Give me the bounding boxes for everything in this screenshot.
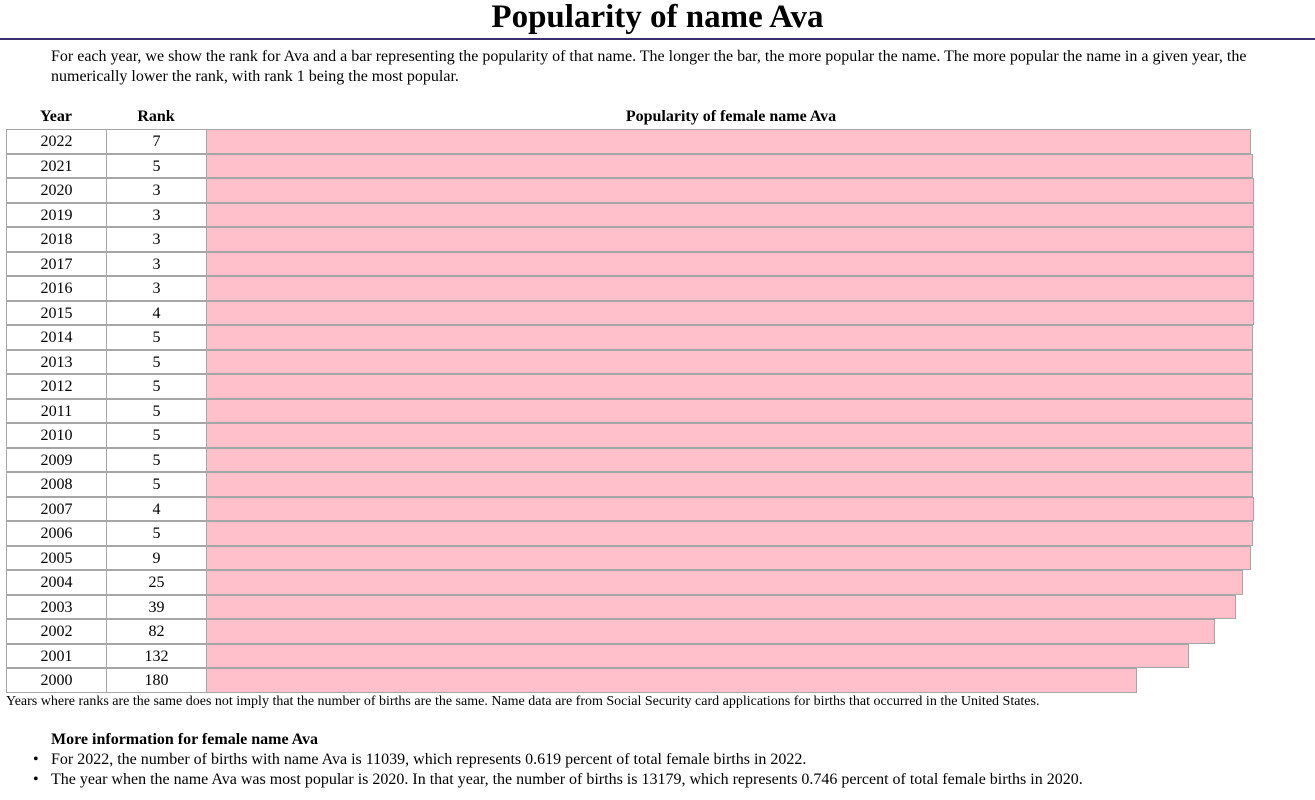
year-cell: 2019 <box>6 203 107 228</box>
table-row <box>6 129 1266 154</box>
year-cell: 2009 <box>6 448 107 473</box>
rank-cell: 5 <box>106 374 207 399</box>
popularity-bar <box>206 644 1189 669</box>
table-row <box>6 595 1266 620</box>
year-cell: 2004 <box>6 570 107 595</box>
rank-cell: 9 <box>106 546 207 571</box>
rank-cell: 5 <box>106 423 207 448</box>
popularity-column-header: Popularity of female name Ava <box>625 108 837 125</box>
popularity-bar <box>206 227 1254 252</box>
rank-cell: 25 <box>106 570 207 595</box>
table-row <box>6 399 1266 424</box>
rank-cell: 5 <box>106 521 207 546</box>
more-info-list <box>33 750 1083 790</box>
table-row <box>6 644 1266 669</box>
year-cell: 2020 <box>6 178 107 203</box>
year-cell: 2012 <box>6 374 107 399</box>
rank-cell: 3 <box>106 178 207 203</box>
rank-cell: 5 <box>106 154 207 179</box>
year-column-header: Year <box>40 108 72 125</box>
table-row <box>6 325 1266 350</box>
year-cell: 2022 <box>6 129 107 154</box>
year-cell: 2018 <box>6 227 107 252</box>
rank-column-header: Rank <box>137 108 175 125</box>
year-cell: 2016 <box>6 276 107 301</box>
table-row <box>6 521 1266 546</box>
table-row <box>6 497 1266 522</box>
rank-cell: 5 <box>106 448 207 473</box>
rank-cell: 5 <box>106 325 207 350</box>
page-title: Popularity of name Ava <box>491 0 824 35</box>
popularity-bar <box>206 521 1253 546</box>
popularity-bar <box>206 301 1254 326</box>
popularity-bar <box>206 399 1253 424</box>
bullet-icon: • <box>33 771 39 788</box>
table-row <box>6 178 1266 203</box>
popularity-bar <box>206 448 1253 473</box>
table-row <box>6 203 1266 228</box>
rank-cell: 39 <box>106 595 207 620</box>
popularity-chart <box>6 129 1266 693</box>
rank-cell: 180 <box>106 668 207 693</box>
popularity-bar <box>206 276 1254 301</box>
list-item <box>33 770 1083 790</box>
popularity-bar <box>206 423 1253 448</box>
rank-cell: 7 <box>106 129 207 154</box>
year-cell: 2014 <box>6 325 107 350</box>
rank-cell: 132 <box>106 644 207 669</box>
year-cell: 2001 <box>6 644 107 669</box>
year-cell: 2005 <box>6 546 107 571</box>
table-row <box>6 448 1266 473</box>
year-cell: 2006 <box>6 521 107 546</box>
popularity-bar <box>206 570 1243 595</box>
popularity-bar <box>206 546 1251 571</box>
table-row <box>6 350 1266 375</box>
table-row <box>6 154 1266 179</box>
popularity-bar <box>206 129 1251 154</box>
popularity-bar <box>206 350 1253 375</box>
popularity-bar <box>206 178 1254 203</box>
popularity-bar <box>206 472 1253 497</box>
table-row <box>6 252 1266 277</box>
popularity-bar <box>206 374 1253 399</box>
table-row <box>6 374 1266 399</box>
year-cell: 2017 <box>6 252 107 277</box>
table-row <box>6 546 1266 571</box>
table-row <box>6 472 1266 497</box>
year-cell: 2010 <box>6 423 107 448</box>
popularity-bar <box>206 497 1254 522</box>
year-cell: 2002 <box>6 619 107 644</box>
list-item <box>33 750 1083 770</box>
rank-cell: 5 <box>106 399 207 424</box>
more-info-title: More information for female name Ava <box>51 731 319 748</box>
popularity-bar <box>206 595 1236 620</box>
year-cell: 2000 <box>6 668 107 693</box>
footnote: Years where ranks are the same does not imply that the number of births are the same. Name data are from Social Security card applications for births that occurred in the United States. <box>6 694 1040 709</box>
year-cell: 2021 <box>6 154 107 179</box>
table-row <box>6 570 1266 595</box>
bullet-icon: • <box>33 751 39 768</box>
rank-cell: 5 <box>106 350 207 375</box>
rank-cell: 3 <box>106 276 207 301</box>
rank-cell: 5 <box>106 472 207 497</box>
year-cell: 2003 <box>6 595 107 620</box>
more-info-item: For 2022, the number of births with name Ava is 11039, which represents 0.619 percent of total female births in 2022. <box>51 751 807 768</box>
rank-cell: 3 <box>106 203 207 228</box>
table-row <box>6 301 1266 326</box>
popularity-bar <box>206 203 1254 228</box>
popularity-bar <box>206 325 1253 350</box>
rank-cell: 4 <box>106 301 207 326</box>
year-cell: 2013 <box>6 350 107 375</box>
rank-cell: 3 <box>106 227 207 252</box>
rank-cell: 82 <box>106 619 207 644</box>
popularity-bar <box>206 154 1253 179</box>
year-cell: 2015 <box>6 301 107 326</box>
intro-text: For each year, we show the rank for Ava and a bar representing the popularity of that name. The longer the bar, the more popular the name. The more popular the name in a given year, the numerically lower the rank, with rank 1 being the most popular. <box>51 48 1247 85</box>
table-row <box>6 276 1266 301</box>
table-row <box>6 227 1266 252</box>
rank-cell: 4 <box>106 497 207 522</box>
year-cell: 2007 <box>6 497 107 522</box>
table-row <box>6 668 1266 693</box>
popularity-bar <box>206 619 1215 644</box>
table-row <box>6 619 1266 644</box>
title-divider <box>0 38 1315 40</box>
year-cell: 2008 <box>6 472 107 497</box>
popularity-bar <box>206 252 1254 277</box>
table-row <box>6 423 1266 448</box>
rank-cell: 3 <box>106 252 207 277</box>
popularity-bar <box>206 668 1137 693</box>
more-info-item: The year when the name Ava was most popular is 2020. In that year, the number of births is 13179, which represents 0.746 percent of total female births in 2020. <box>51 771 1083 788</box>
year-cell: 2011 <box>6 399 107 424</box>
